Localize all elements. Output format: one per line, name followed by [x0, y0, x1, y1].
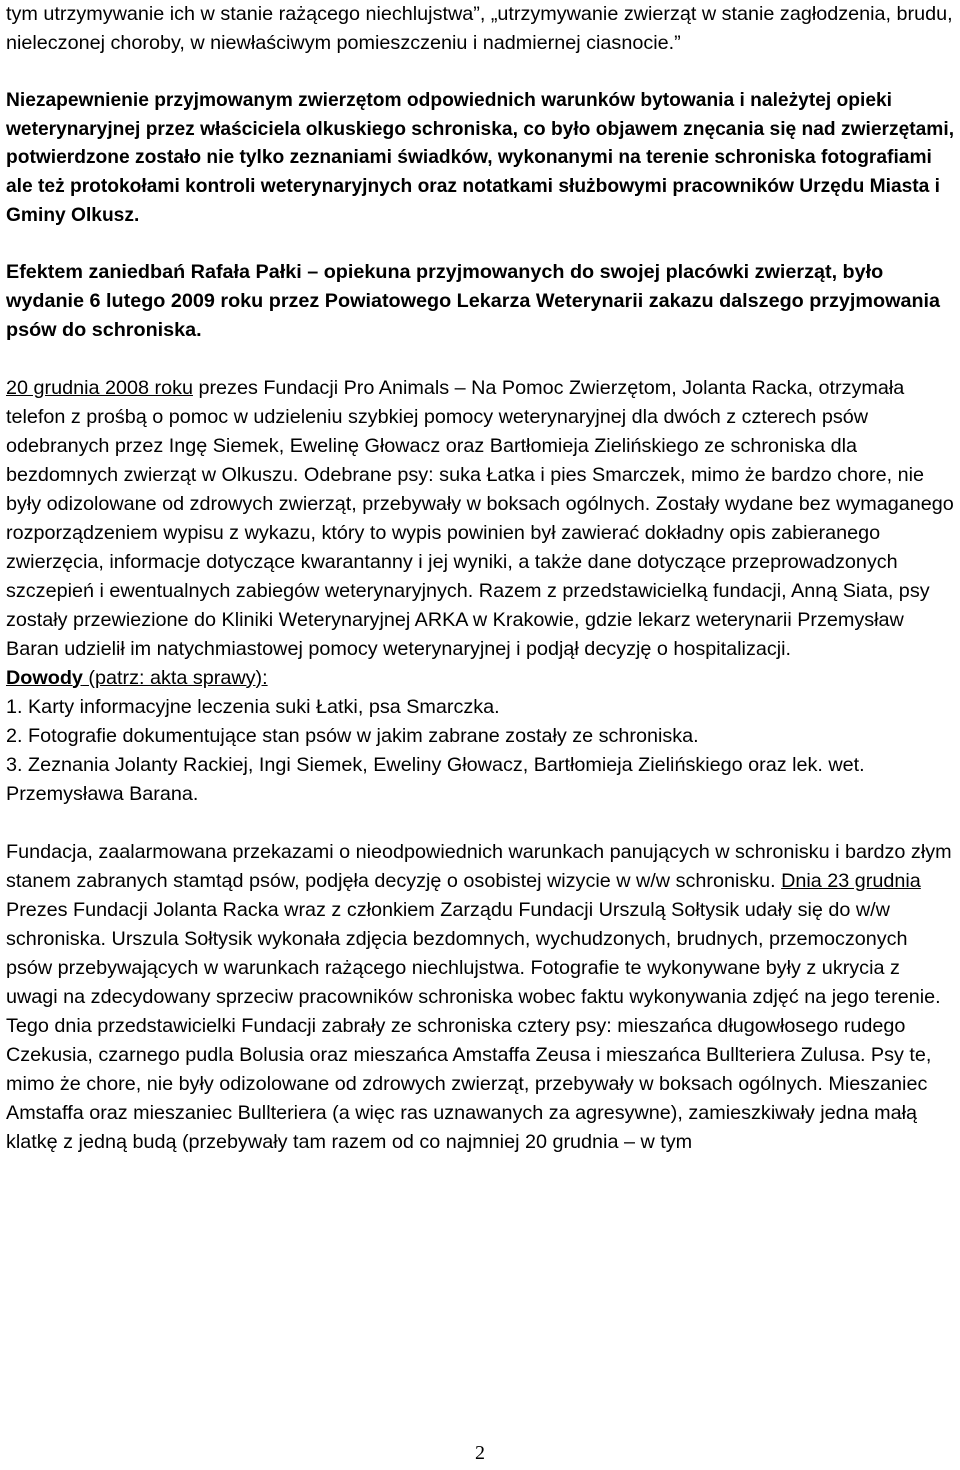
- paragraph-5: [6, 838, 956, 1157]
- evidence-heading-label: Dowody: [6, 666, 83, 689]
- spacer: [6, 809, 956, 838]
- evidence-item: 2. Fotografie dokumentujące stan psów w jakim zabrane zostały ze schroniska.: [6, 724, 699, 747]
- paragraph-4: [6, 374, 956, 664]
- paragraph-2: Niezapewnienie przyjmowanym zwierzętom odpowiednich warunków bytowania i należytej opieki weterynaryjnej przez właściciela olkuskiego schroniska, co było objawem znęcania się nad zwierzętami, potwierdzone zostało nie tylko zeznaniami świadków, wykonanymi na terenie schroniska fotografiami ale też protokołami kontroli weterynaryjnych oraz notatkami służbowymi pracowników Urzędu Miasta i Gminy Olkusz.: [6, 90, 955, 226]
- evidence-item: 1. Karty informacyjne leczenia suki Łatki, psa Smarczka.: [6, 695, 500, 718]
- paragraph-3: Efektem zaniedbań Rafała Pałki – opiekuna przyjmowanych do swojej placówki zwierząt, było wydanie 6 lutego 2009 roku przez Powiatowego Lekarza Weterynarii zakazu dalszego przyjmowania psów do schroniska.: [6, 260, 941, 341]
- spacer: [6, 345, 956, 374]
- paragraph-5-start: Fundacja, zaalarmowana przekazami o nieodpowiednich warunkach panujących w schronisku i bardzo złym stanem zabranych stamtąd psów, podjęła decyzję o osobistej wizycie w w/w schronisku.: [6, 840, 952, 892]
- evidence-item: 3. Zeznania Jolanty Rackiej, Ingi Siemek, Eweliny Głowacz, Bartłomieja Zielińskiego oraz lek. wet. Przemysława Barana.: [6, 753, 865, 805]
- document-page: [6, 0, 956, 1157]
- evidence-heading: [6, 664, 956, 693]
- date-underlined: Dnia 23 grudnia: [781, 869, 921, 892]
- page-number: 2: [475, 1442, 485, 1464]
- paragraph-1: tym utrzymywanie ich w stanie rażącego niechlujstwa”, „utrzymywanie zwierząt w stanie zagłodzenia, brudu, nieleczonej choroby, w niewłaściwym pomieszczeniu i nadmiernej ciasnocie.”: [6, 3, 953, 54]
- date-underlined: 20 grudnia 2008 roku: [6, 376, 193, 399]
- spacer: [6, 231, 956, 258]
- paragraph-4-text: prezes Fundacji Pro Animals – Na Pomoc Zwierzętom, Jolanta Racka, otrzymała telefon z prośbą o pomoc w udzieleniu szybkiej pomocy weterynaryjnej dla dwóch z czterech psów odebranych przez Ingę Siemek, Ewelinę Głowacz oraz Bartłomieja Zielińskiego ze schroniska dla bezdomnych zwierząt w Olkuszu. Odebrane psy: suka Łatka i pies Smarczek, mimo że bardzo chore, nie były odizolowane od zdrowych zwierząt, przebywały w boksach ogólnych. Zostały wydane bez wymaganego rozporządzeniem wypisu z wykazu, który to wypis powinien był zawierać dokładny opis zabieranego zwierzęcia, informacje dotyczące kwarantanny i jej wyniki, a także dane dotyczące przeprowadzonych szczepień i ewentualnych zabiegów weterynaryjnych. Razem z przedstawicielką fundacji, Anną Siata, psy zostały przewiezione do Kliniki Weterynaryjnej ARKA w Krakowie, gdzie lekarz weterynarii Przemysław Baran udzielił im natychmiastowej pomocy weterynaryjnej i podjął decyzję o hospitalizacji.: [6, 376, 954, 660]
- paragraph-5-text: Prezes Fundacji Jolanta Racka wraz z członkiem Zarządu Fundacji Urszulą Sołtysik udały się do w/w schroniska. Urszula Sołtysik wykonała zdjęcia bezdomnych, wychudzonych, brudnych, przemoczonych psów przebywających w warunkach rażącego niechlujstwa. Fotografie te wykonywane były z ukrycia z uwagi na zdecydowany sprzeciw pracowników schroniska wobec faktu wykonywania zdjęć na jego terenie. Tego dnia przedstawicielki Fundacji zabrały ze schroniska cztery psy: mieszańca długowłosego rudego Czekusia, czarnego pudla Bolusia oraz mieszańca Amstaffa Zeusa i mieszańca Bullteriera Zulusa. Psy te, mimo że chore, nie były odizolowane od zdrowych zwierząt, przebywały w boksach ogólnych. Mieszaniec Amstaffa oraz mieszaniec Bullteriera (a więc ras uznawanych za agresywne), zamieszkiwały jedna małą klatkę z jedną budą (przebywały tam razem od co najmniej 20 grudnia – w tym: [6, 898, 941, 1153]
- evidence-heading-suffix: (patrz: akta sprawy):: [82, 666, 268, 689]
- spacer: [6, 58, 956, 87]
